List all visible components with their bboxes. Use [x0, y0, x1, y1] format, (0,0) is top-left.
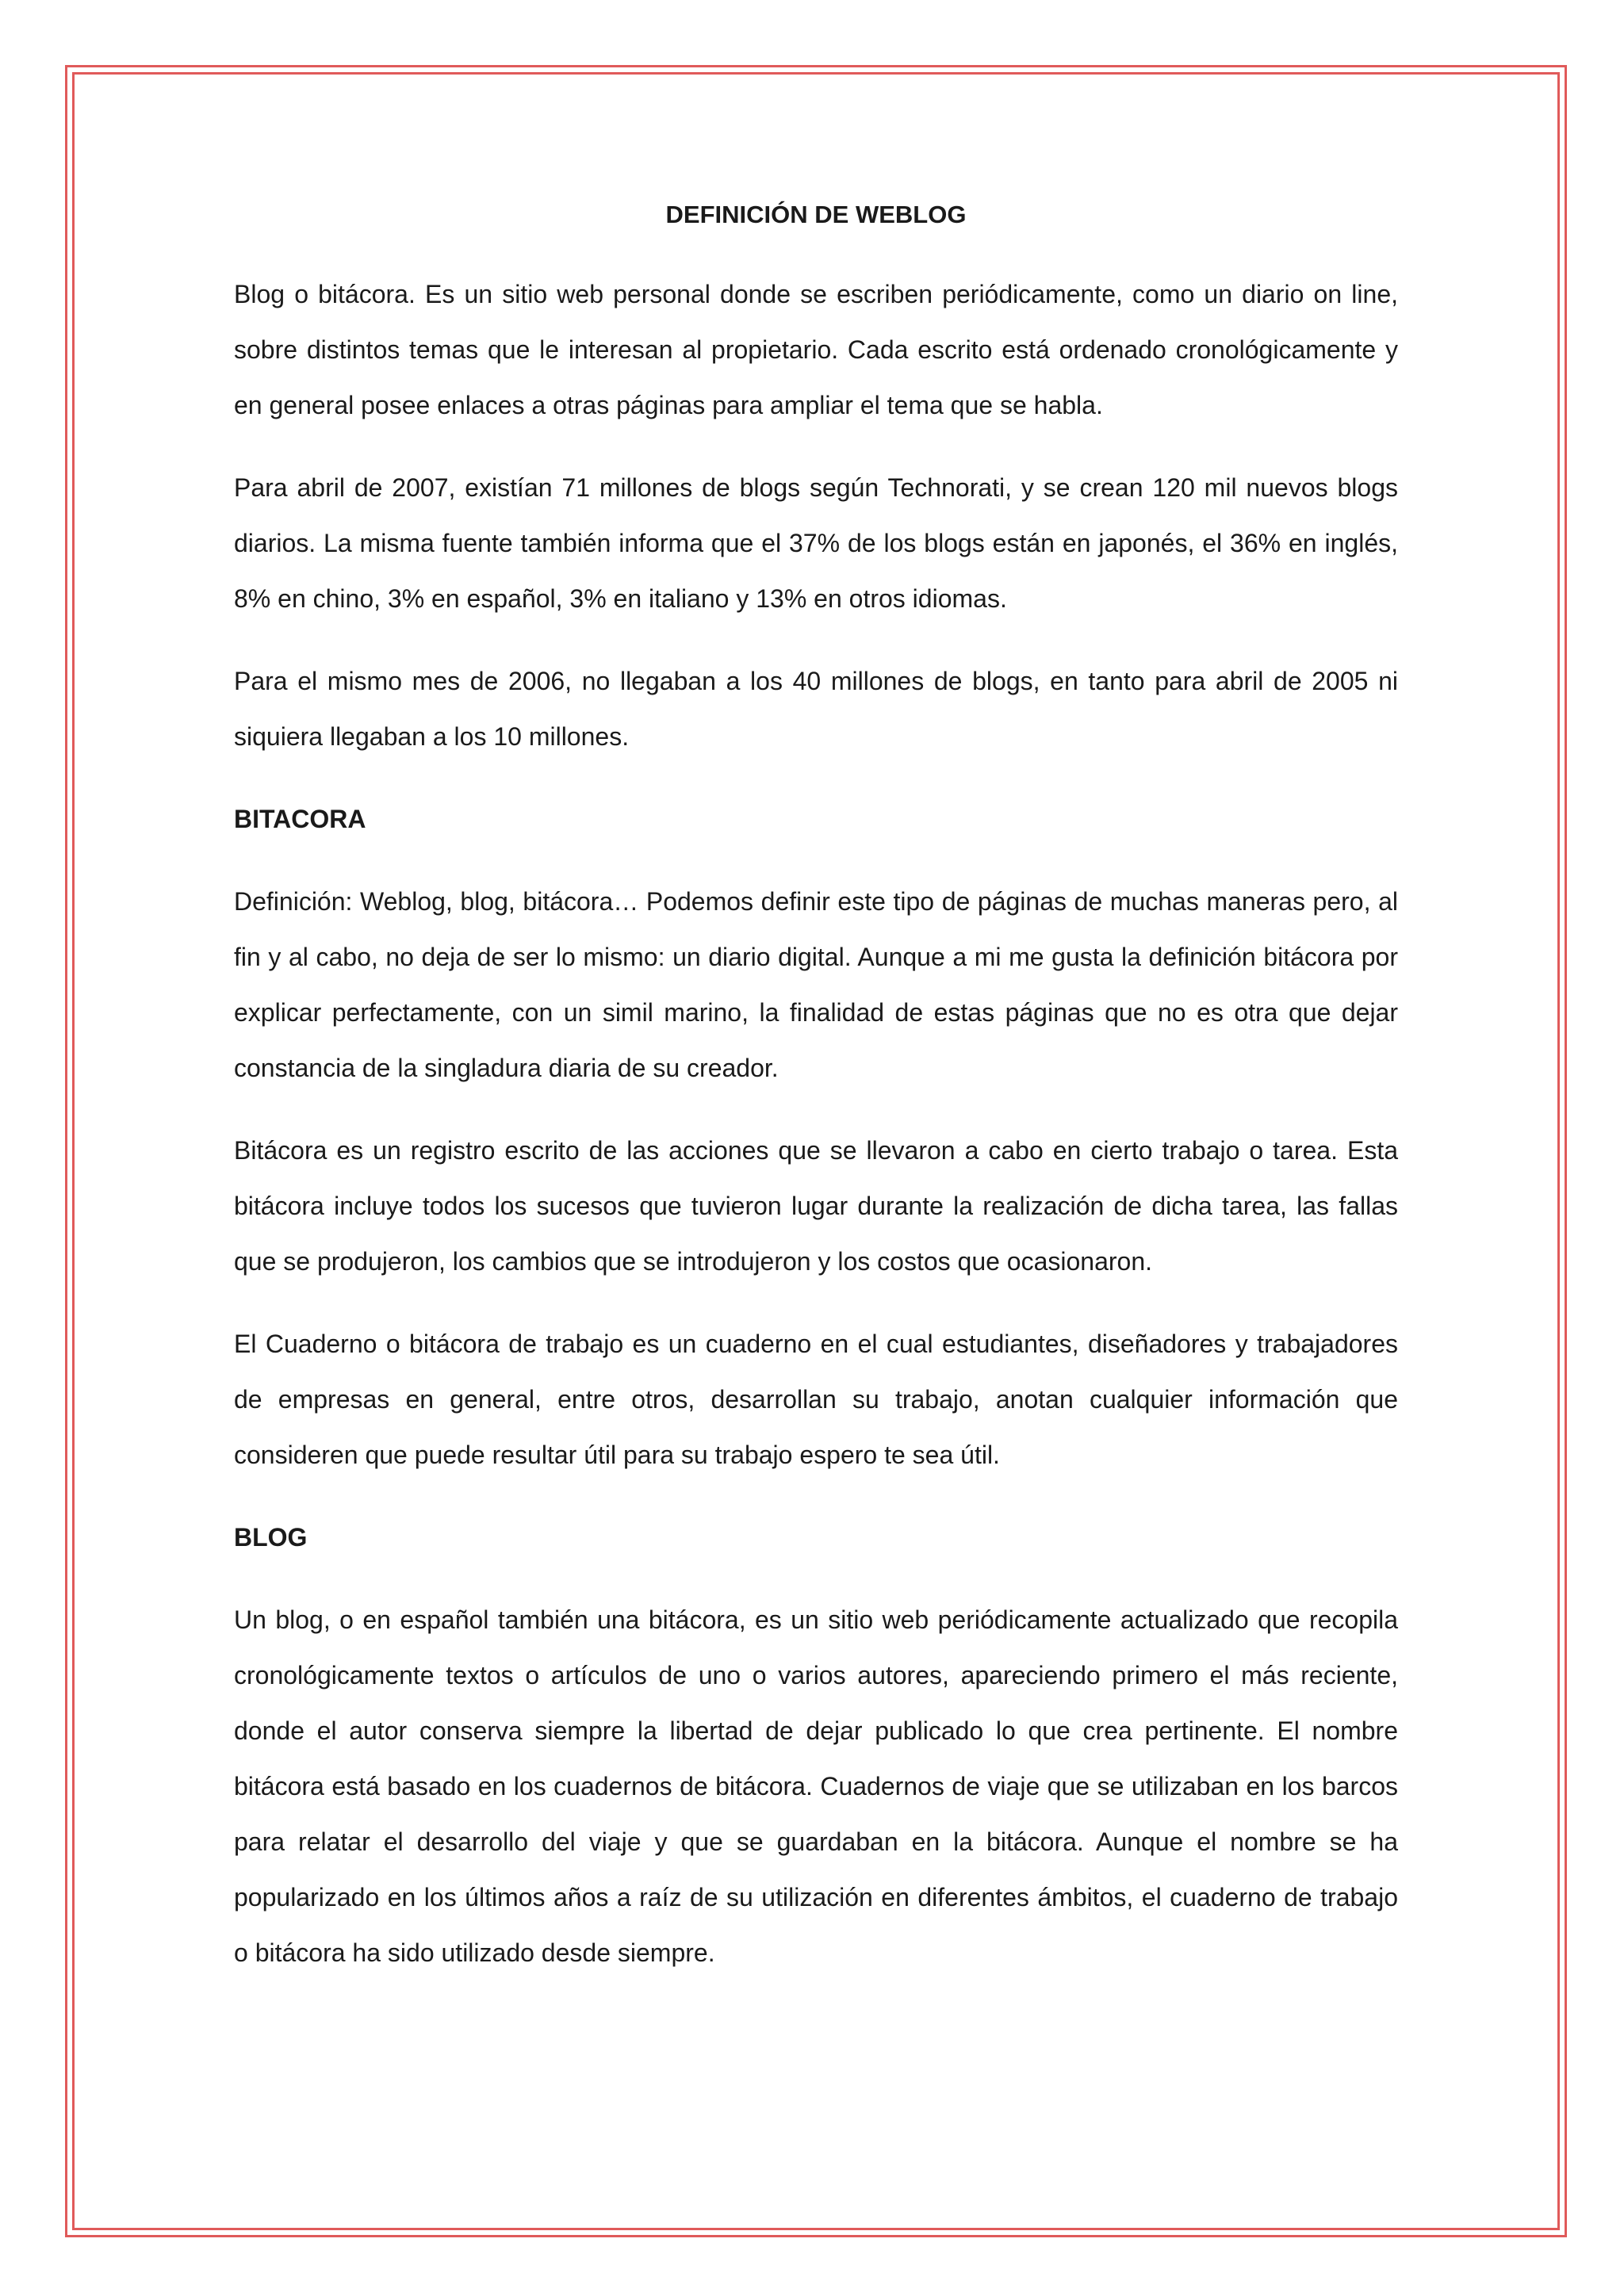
document-title: DEFINICIÓN DE WEBLOG	[665, 201, 967, 228]
blog-paragraph-1: Un blog, o en español también una bitácora, es un sitio web periódicamente actualizado que recopila cronológicamente textos o artículos de uno o varios autores, apareciendo primero el más reciente, donde el autor conserva siempre la libertad de dejar publicado lo que crea pertinente. El nombre bitácora está basado en los cuadernos de bitácora. Cuadernos de viaje que se utilizaban en los barcos para relatar el desarrollo del viaje y que se guardaban en la bitácora. Aunque el nombre se ha popularizado en los últimos años a raíz de su utilización en diferentes ámbitos, el cuaderno de trabajo o bitácora ha sido utilizado desde siempre.	[234, 1605, 1398, 1967]
intro-paragraph-1: Blog o bitácora. Es un sitio web personal donde se escriben periódicamente, como un diario on line, sobre distintos temas que le interesan al propietario. Cada escrito está ordenado cronológicamente y en general posee enlaces a otras páginas para ampliar el tema que se habla.	[234, 280, 1398, 419]
section-heading-bitacora: BITACORA	[234, 805, 366, 833]
section-heading-blog: BLOG	[234, 1523, 308, 1552]
bitacora-paragraph-1: Definición: Weblog, blog, bitácora… Podemos definir este tipo de páginas de muchas maneras pero, al fin y al cabo, no deja de ser lo mismo: un diario digital. Aunque a mi me gusta la definición bitácora por explicar perfectamente, con un simil marino, la finalidad de estas páginas que no es otra que dejar constancia de la singladura diaria de su creador.	[234, 887, 1398, 1082]
bitacora-paragraph-2: Bitácora es un registro escrito de las acciones que se llevaron a cabo en cierto trabajo o tarea. Esta bitácora incluye todos los sucesos que tuvieron lugar durante la realización de dicha tarea, las fallas que se produjeron, los cambios que se introdujeron y los costos que ocasionaron.	[234, 1136, 1398, 1276]
bitacora-paragraph-3: El Cuaderno o bitácora de trabajo es un cuaderno en el cual estudiantes, diseñadores y trabajadores de empresas en general, entre otros, desarrollan su trabajo, anotan cualquier información que consideren que puede resultar útil para su trabajo espero te sea útil.	[234, 1330, 1398, 1469]
document-body	[234, 187, 1398, 2007]
intro-paragraph-2: Para abril de 2007, existían 71 millones de blogs según Technorati, y se crean 120 mil nuevos blogs diarios. La misma fuente también informa que el 37% de los blogs están en japonés, el 36% en inglés, 8% en chino, 3% en español, 3% en italiano y 13% en otros idiomas.	[234, 473, 1398, 613]
intro-paragraph-3: Para el mismo mes de 2006, no llegaban a los 40 millones de blogs, en tanto para abril de 2005 ni siquiera llegaban a los 10 millones.	[234, 667, 1398, 751]
